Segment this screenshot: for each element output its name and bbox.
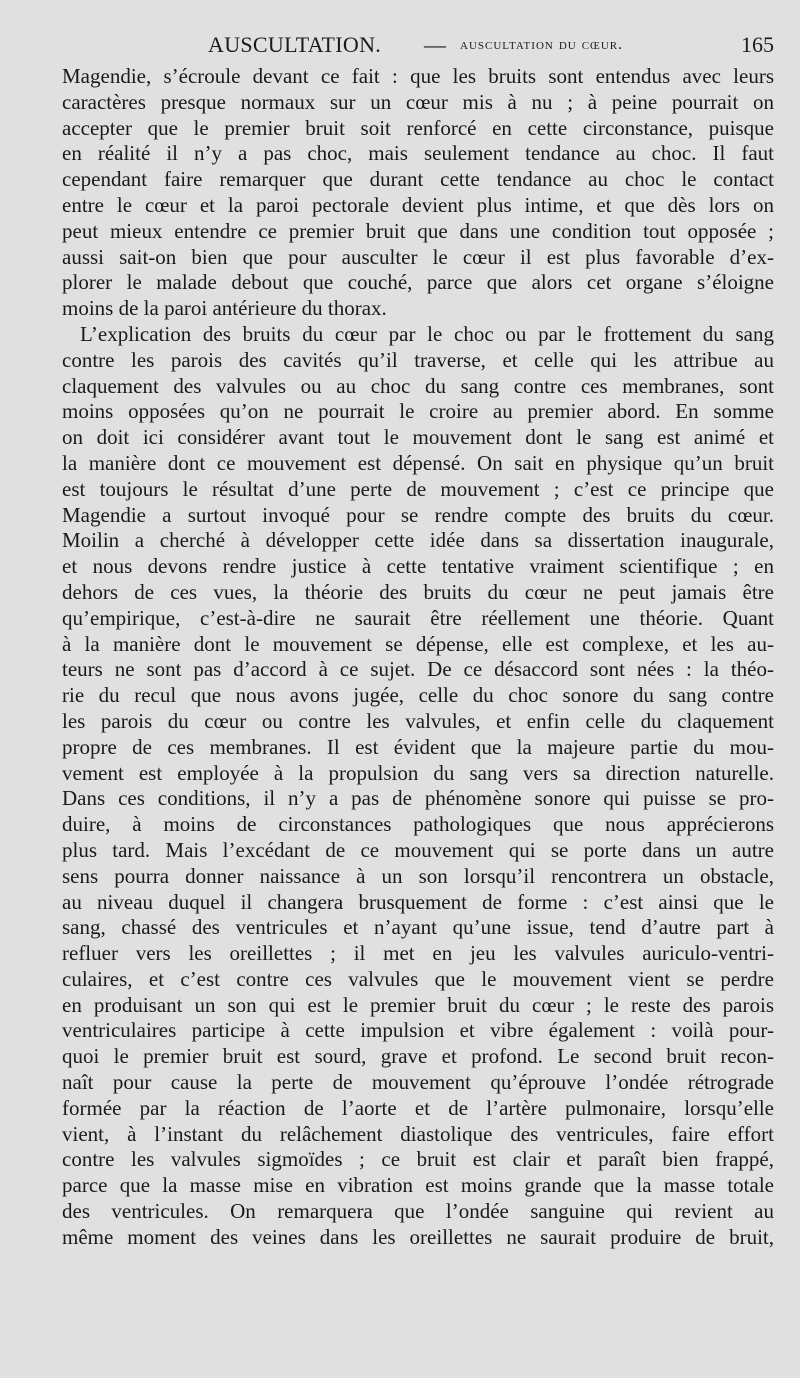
text-line: sang, chassé des ventricules et n’ayant qu’une issue, tend d’autre part à <box>62 915 774 940</box>
text-line: duire, à moins de circonstances pathologiques que nous apprécierons <box>62 812 774 837</box>
running-title: AUSCULTATION. <box>208 32 382 57</box>
header-dash: — <box>424 32 446 57</box>
text-line: rie du recul que nous avons jugée, celle du choc sonore du sang contre <box>62 683 774 708</box>
text-line: accepter que le premier bruit soit renforcé en cette circonstance, puisque <box>62 115 774 140</box>
text-line: moins de la paroi antérieure du thorax. <box>62 296 387 321</box>
text-line: vement est employée à la propulsion du sang vers sa direction naturelle. <box>62 760 774 785</box>
text-line: Magendie a surtout invoqué pour se rendre compte des bruits du cœur. <box>62 502 774 527</box>
text-line: refluer vers les oreillettes ; il met en jeu les valvules auriculo-ventri- <box>62 941 774 966</box>
text-line: dehors de ces vues, la théorie des bruits du cœur ne peut jamais être <box>62 579 774 604</box>
text-line: plorer le malade debout que couché, parce que alors cet organe s’éloigne <box>62 270 774 295</box>
text-line: est toujours le résultat d’une perte de mouvement ; c’est ce principe que <box>62 476 774 501</box>
text-line: à la manière dont le mouvement se dépense, elle est complexe, et les au- <box>62 631 774 656</box>
text-line: ventriculaires participe à cette impulsion et vibre également : voilà pour- <box>62 1018 774 1043</box>
text-line: sens pourra donner naissance à un son lorsqu’il rencontrera un obstacle, <box>62 863 774 888</box>
text-line: contre les valvules sigmoïdes ; ce bruit est clair et paraît bien frappé, <box>62 1147 774 1172</box>
text-line: Moilin a cherché à développer cette idée dans sa dissertation inaugurale, <box>62 528 774 553</box>
body-text <box>62 64 774 1251</box>
text-line: quoi le premier bruit est sourd, grave et profond. Le second bruit recon- <box>62 1044 774 1069</box>
text-line: parce que la masse mise en vibration est moins grande que la masse totale <box>62 1173 774 1198</box>
section-title: auscultation du cœur. <box>460 36 624 53</box>
text-line: moins opposées qu’on ne pourrait le croire au premier abord. En somme <box>62 399 774 424</box>
text-line: contre les parois des cavités qu’il traverse, et celle qui les attribue au <box>62 347 774 372</box>
page-header <box>62 30 774 60</box>
text-line: en réalité il n’y a pas choc, mais seulement tendance au choc. Il faut <box>62 141 774 166</box>
text-line: Magendie, s’écroule devant ce fait : que les bruits sont entendus avec leurs <box>62 64 774 88</box>
text-line: cependant faire remarquer que durant cette tendance au choc le contact <box>62 167 774 192</box>
text-line: Dans ces conditions, il n’y a pas de phénomène sonore qui puisse se pro- <box>62 786 774 811</box>
text-line: naît pour cause la perte de mouvement qu’éprouve l’ondée rétrograde <box>62 1070 774 1095</box>
text-line: en produisant un son qui est le premier bruit du cœur ; le reste des parois <box>62 992 774 1017</box>
text-line: qu’empirique, c’est-à-dire ne saurait être réellement une théorie. Quant <box>62 605 774 630</box>
text-line: formée par la réaction de l’aorte et de l’artère pulmonaire, lorsqu’elle <box>62 1095 774 1120</box>
text-line: au niveau duquel il changera brusquement de forme : c’est ainsi que le <box>62 889 774 914</box>
text-line: culaires, et c’est contre ces valvules que le mouvement vient se perdre <box>62 966 774 991</box>
text-line: plus tard. Mais l’excédant de ce mouvement qui se porte dans un autre <box>62 837 774 862</box>
text-line: on doit ici considérer avant tout le mouvement dont le sang est animé et <box>62 425 774 450</box>
text-line: teurs ne sont pas d’accord à ce sujet. De ce désaccord sont nées : la théo- <box>62 657 774 682</box>
page-number: 165 <box>741 32 774 57</box>
text-line: aussi sait-on bien que pour ausculter le cœur il est plus favorable d’ex- <box>62 244 774 269</box>
text-line: propre de ces membranes. Il est évident que la majeure partie du mou- <box>62 734 774 759</box>
text-line: caractères presque normaux sur un cœur mis à nu ; à peine pourrait on <box>62 89 774 114</box>
text-line: des ventricules. On remarquera que l’ondée sanguine qui revient au <box>62 1199 774 1224</box>
text-line: claquement des valvules ou au choc du sang contre ces membranes, sont <box>62 373 774 398</box>
text-line: et nous devons rendre justice à cette tentative vraiment scientifique ; en <box>62 554 774 579</box>
text-line: L’explication des bruits du cœur par le choc ou par le frottement du sang <box>80 321 774 346</box>
text-line: vient, à l’instant du relâchement diastolique des ventricules, faire effort <box>62 1121 774 1146</box>
text-line: entre le cœur et la paroi pectorale devient plus intime, et que dès lors on <box>62 192 774 217</box>
text-line: la manière dont ce mouvement est dépensé. On sait en physique qu’un bruit <box>62 450 774 475</box>
text-line: même moment des veines dans les oreillettes ne saurait produire de bruit, <box>62 1224 774 1249</box>
text-line: peut mieux entendre ce premier bruit que dans une condition tout opposée ; <box>62 218 774 243</box>
text-line: les parois du cœur ou contre les valvules, et enfin celle du claquement <box>62 708 774 733</box>
